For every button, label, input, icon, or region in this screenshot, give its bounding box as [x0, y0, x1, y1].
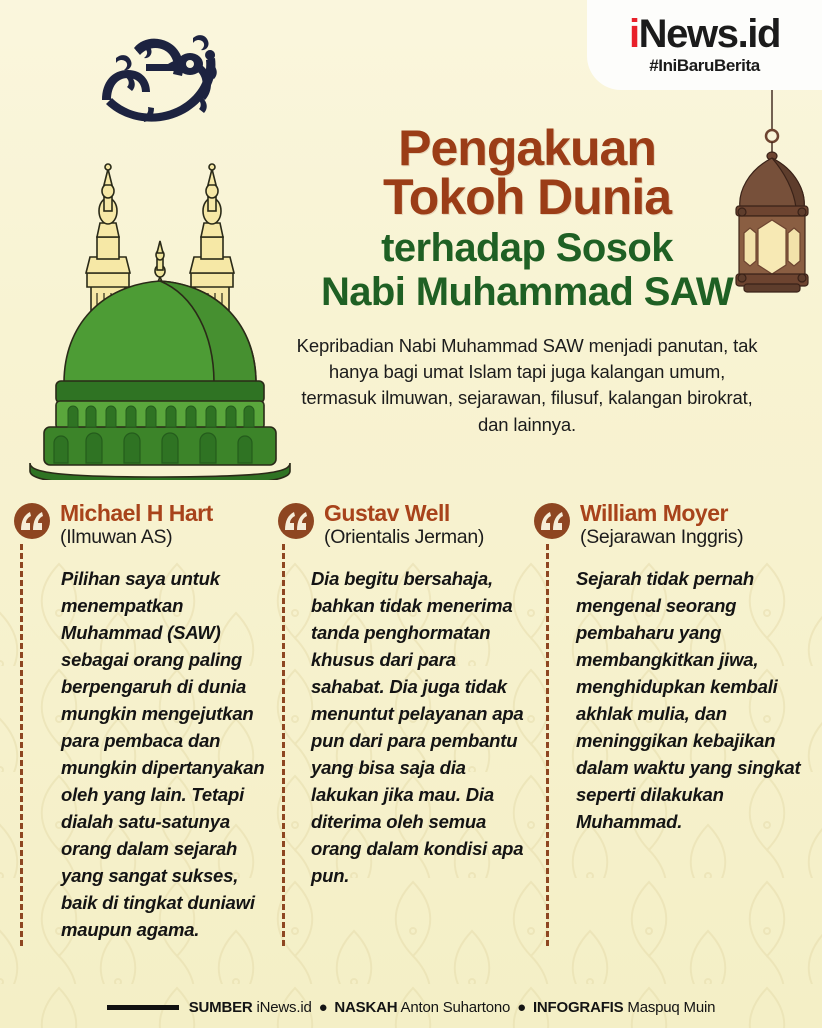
quote-author-name: Michael H Hart	[60, 500, 213, 526]
quote-header	[534, 500, 816, 549]
footer-infografis-value: Maspuq Muin	[627, 999, 716, 1016]
inews-logo-wordmark	[629, 14, 780, 54]
inews-tagline: #IniBaruBerita	[649, 56, 760, 75]
quote-attribution	[580, 500, 743, 549]
quote-mark-icon	[534, 503, 570, 539]
dashed-divider	[282, 544, 285, 946]
quote-author-role: (Ilmuwan AS)	[60, 526, 173, 549]
dashed-divider	[546, 544, 549, 946]
quote-attribution	[324, 500, 484, 549]
page-title-line-3: terhadap Sosok	[381, 226, 673, 270]
page-title-line-4: Nabi Muhammad SAW	[320, 269, 734, 314]
quote-author-role: (Sejarawan Inggris)	[580, 526, 744, 549]
muhammad-arabic-calligraphy-icon	[72, 12, 252, 132]
quote-column-michael-h-hart	[0, 500, 276, 960]
footer-sumber-value: iNews.id	[256, 999, 312, 1016]
quote-text: Pilihan saya untuk menempatkan Muhammad (SAW) sebagai orang paling berpengaruh di dunia mungkin mengejutkan para pembaca dan mungkin dipertanyakan oleh yang lain. Tetapi dialah satu-satunya orang dalam sejarah yang sangat sukses, baik di tingkat duniawi maupun agama.	[61, 567, 265, 940]
footer-separator-2: ●	[517, 999, 526, 1016]
quote-column-william-moyer	[532, 500, 822, 960]
footer-rule	[107, 1005, 179, 1010]
quote-column-gustav-well	[276, 500, 532, 960]
footer-separator-1: ●	[318, 999, 328, 1016]
quote-mark-icon	[278, 503, 314, 539]
header-block	[292, 120, 762, 438]
footer-infografis-label: INFOGRAFIS	[532, 999, 624, 1016]
quote-text: Sejarah tidak pernah mengenal seorang pembaharu yang membangkitkan jiwa, menghidupkan kembali akhlak mulia, dan meninggikan kebajikan dalam waktu yang singkat seperti dilakukan Muhammad.	[576, 567, 801, 832]
quote-header	[14, 500, 270, 549]
green-dome-mosque-illustration	[0, 145, 314, 480]
logo-letter-i: i	[628, 12, 639, 56]
logo-letter-rest: News.id	[638, 12, 781, 56]
footer-credit-text	[189, 999, 716, 1016]
page-subtitle: Kepribadian Nabi Muhammad SAW menjadi panutan, tak hanya bagi umat Islam tapi juga kalangan umum, termasuk ilmuwan, sejarawan, filusuf, kalangan birokrat, dan lainnya.	[296, 334, 758, 435]
page-title-line-1: Pengakuan	[398, 120, 656, 176]
footer-naskah-value: Anton Suhartono	[400, 999, 511, 1016]
quote-author-name: William Moyer	[580, 500, 728, 526]
quote-text: Dia begitu bersahaja, bahkan tidak menerima tanda penghormatan khusus dari para sahabat. Dia juga tidak menuntut pelayanan apa pun dari para pembantu yang bisa saja dia lakukan jika mau. Dia diterima oleh semua orang dalam kondisi apa pun.	[311, 567, 524, 886]
quote-mark-icon	[14, 503, 50, 539]
dashed-divider	[20, 544, 23, 946]
quote-header	[278, 500, 526, 549]
page-title-line-2: Tokoh Dunia	[382, 169, 672, 225]
quote-author-role: (Orientalis Jerman)	[324, 526, 485, 549]
footer-naskah-label: NASKAH	[334, 999, 398, 1016]
quote-author-name: Gustav Well	[324, 500, 450, 526]
footer-sumber-label: SUMBER	[188, 999, 253, 1016]
quote-attribution	[60, 500, 213, 549]
quote-columns	[0, 500, 822, 960]
footer-credits	[0, 999, 822, 1016]
inews-logo-panel[interactable]	[587, 0, 822, 90]
